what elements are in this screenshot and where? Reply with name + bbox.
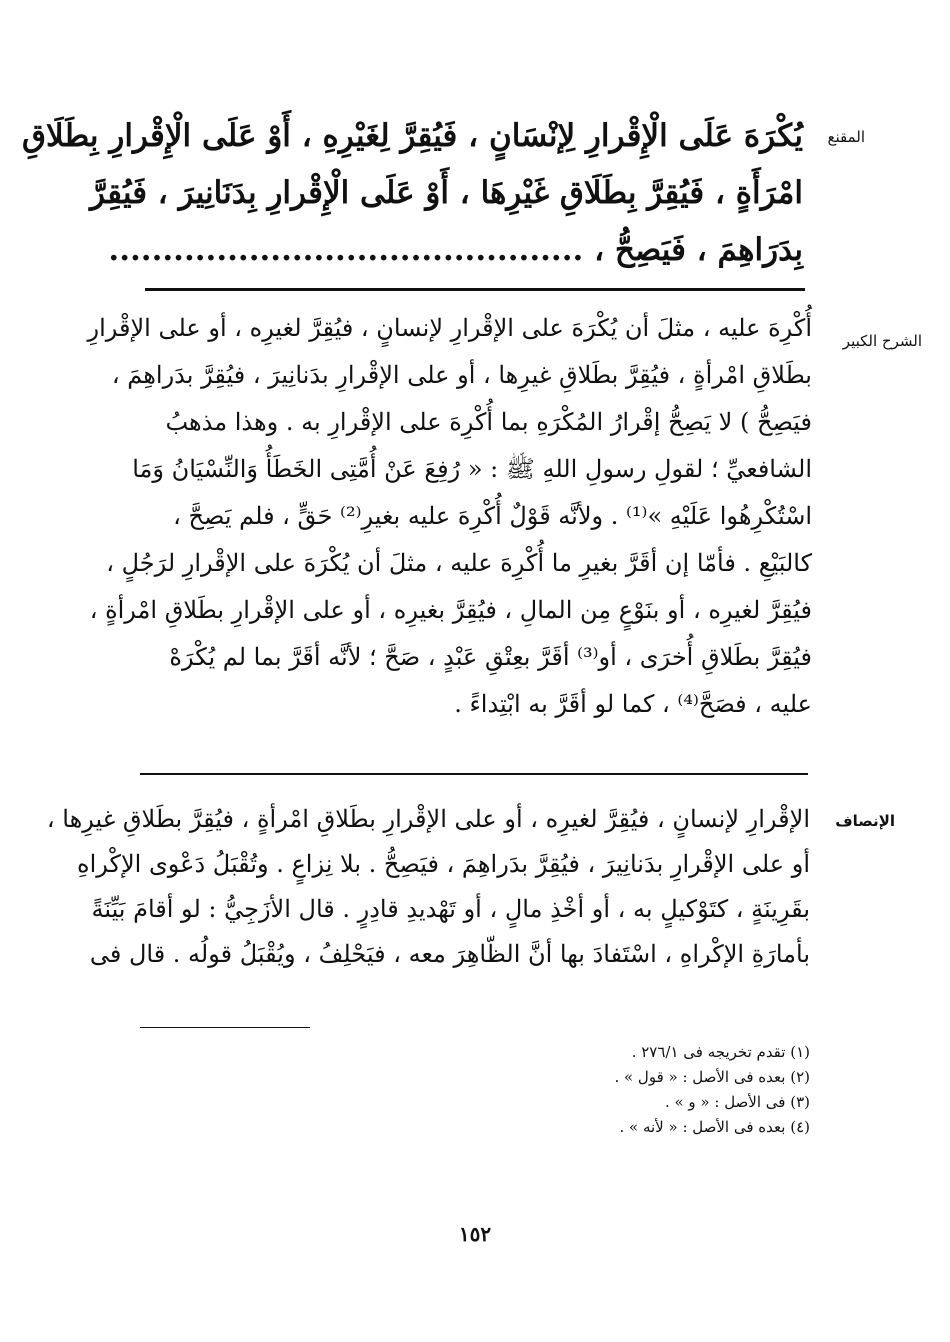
- sharh-line: عليه ، فصَحَّ⁽⁴⁾ ، كما لو أقَرَّ به ابْتِداءً .: [454, 690, 812, 718]
- footnote: (٤) بعده فى الأصل : « لأنه » .: [619, 1118, 810, 1136]
- sharh-section: [87, 305, 922, 755]
- insaf-line: بأمارَةِ الإكْراهِ ، اسْتَفادَ بها أنَّ الظّاهِرَ معه ، فيَحْلِفُ ، ويُقْبَلُ قولُه . قال فى: [89, 940, 810, 968]
- footnotes: [410, 1040, 810, 1140]
- page-number: ١٥٢: [458, 1222, 492, 1246]
- section-divider: [140, 773, 808, 775]
- sharh-line: أُكْرِهَ عليه ، مثلَ أن يُكْرَهَ على الإقْرارِ لإنسانٍ ، فيُقِرَّ لغيرِه ، أو على الإقْرارِ: [87, 314, 812, 342]
- section-divider: [145, 288, 805, 291]
- muqni-line: بِدَرَاهِمَ ، فَيَصِحُّ ، ............................................: [108, 232, 803, 268]
- insaf-line: الإقْرارِ لإنسانٍ ، فيُقِرَّ لغيرِه ، أو على الإقْرارِ بطَلاقِ امْرأةٍ ، فيُقِرَّ بطَلاقِ غيرِها ،: [46, 805, 810, 833]
- sharh-text: [87, 305, 812, 728]
- sharh-label: الشرح الكبير: [842, 332, 922, 350]
- insaf-label: الإنصاف: [835, 812, 895, 830]
- sharh-line: فيُقِرَّ بطَلاقِ أُخرَى ، أو⁽³⁾ أقَرَّ بعِتْقِ عَبْدٍ ، صَحَّ ؛ لأنَّه أقَرَّ بما لم يُكْرَهْ: [169, 643, 812, 671]
- footnote: (٢) بعده فى الأصل : « قول » .: [614, 1068, 810, 1086]
- footnote: (١) تقدم تخريجه فى ٢٧٦/١ .: [631, 1043, 810, 1061]
- insaf-text: [46, 797, 810, 977]
- sharh-line: بطَلاقِ امْرأةٍ ، فيُقِرَّ بطَلاقِ غيرِها ، أو على الإقْرارِ بدَنانِيرَ ، فيُقِرَّ بدَراهِمَ ،: [111, 361, 812, 389]
- sharh-line: فيُقِرَّ لغيرِه ، أو بنَوْعٍ مِن المالِ ، فيُقِرَّ بغيرِه ، أو على الإقْرارِ بطَلاقِ امْرأةٍ ،: [89, 596, 812, 624]
- sharh-line: الشافعيِّ ؛ لقولِ رسولِ اللهِ ﷺ : « رُفِعَ عَنْ أُمَّتِى الخَطَأُ وَالنِّسْيَانُ وَمَا: [132, 455, 812, 483]
- insaf-section: [46, 797, 895, 997]
- footnote: (٣) فى الأصل : « و » .: [664, 1093, 810, 1111]
- muqni-text: [21, 108, 803, 279]
- muqni-line: امْرَأَةٍ ، فَيُقِرَّ بِطَلَاقِ غَيْرِهَا ، أَوْ عَلَى الْإِقْرارِ بِدَنَانِيرَ ، فَيُقِرَّ: [90, 175, 803, 211]
- insaf-line: أو على الإقْرارِ بدَنانِيرَ ، فيُقِرَّ بدَراهِمَ ، فيَصِحُّ . بلا نِزاعٍ . وتُقْبَلُ دَعْوى الإكْراهِ: [77, 850, 810, 878]
- footnote-divider: [140, 1027, 310, 1028]
- sharh-line: كالبَيْعِ . فأمّا إن أقَرَّ بغيرِ ما أُكْرِهَ عليه ، مثلَ أن يُكْرَهَ على الإقْرارِ لرَجُلٍ ،: [106, 549, 812, 577]
- muqni-section: [21, 108, 865, 278]
- sharh-line: فيَصِحُّ ) لا يَصِحُّ إقْرارُ المُكْرَهِ بما أُكْرِهَ على الإقْرارِ به . وهذا مذهبُ: [165, 408, 812, 436]
- insaf-line: بقَرِينَةٍ ، كتَوْكيلٍ به ، أو أخْذِ مالٍ ، أو تَهْديدِ قادِرٍ . قال الأزَجِيُّ : لو أقامَ بَيِّنَةً: [91, 895, 810, 923]
- sharh-line: اسْتُكْرِهُوا عَلَيْهِ »⁽¹⁾ . ولأنَّه قَوْلٌ أُكْرِهَ عليه بغيرِ⁽²⁾ حَقٍّ ، فلم يَصِحَّ ،: [173, 502, 812, 530]
- muqni-line: يُكْرَهَ عَلَى الْإِقْرارِ لِإنْسَانٍ ، فَيُقِرَّ لِغَيْرِهِ ، أَوْ عَلَى الْإِقْرارِ بِطَلَاقِ: [21, 118, 803, 154]
- muqni-label: المقنع: [827, 128, 865, 146]
